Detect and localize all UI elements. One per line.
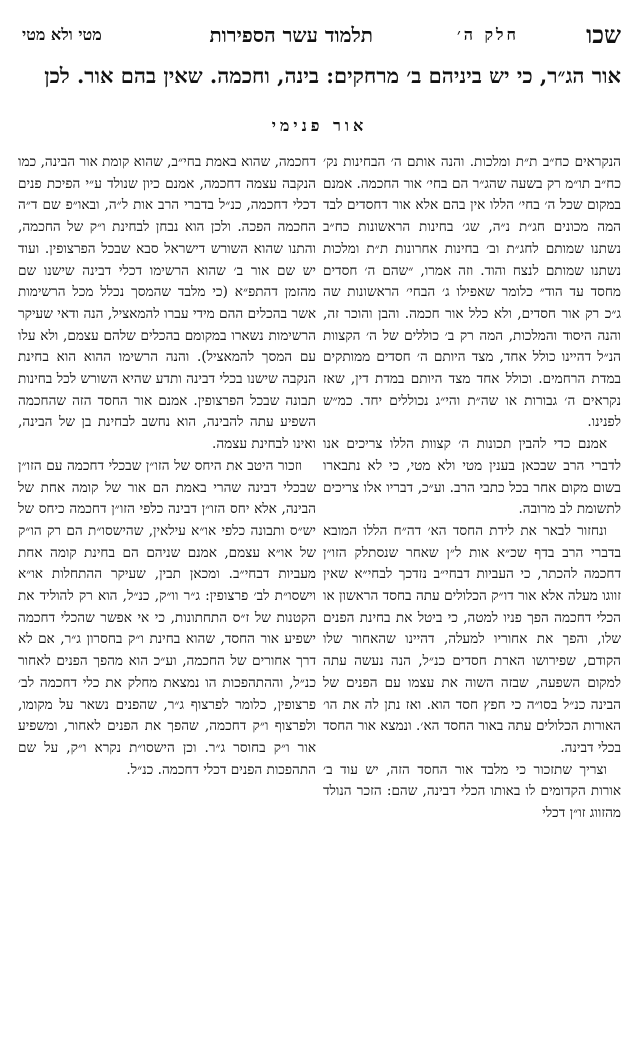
page-number: שכו bbox=[586, 20, 621, 49]
headline: אור הג״ר, כי יש ביניהם ב׳ מרחקים: בינה, וחכמה. שאין בהם אור. לכן bbox=[44, 63, 621, 88]
left-column bbox=[18, 152, 316, 781]
paragraph: הנקראים כח״ב ת״ת ומלכות. והנה אותם ה׳ הבחינות נק׳ כח״ב תו״מ רק בשעה שהג״ר הם בחי׳ אור החכמה. אמנם במקום שכל ה׳ בחי׳ הללו אין בהם אלא אור דחסדים לבד המה מכונים חג״ת נ״ה, שג׳ בחינות הראשונות כח״ב נשתנו שמותם לחג״ת וב׳ בחינות אחרונות ת״ת ומלכות נשתנו שמותם לנצח והוד. וזה אמרו, ״שהם ה׳ חסדים מחסד עד הוד״ כלומר שאפילו ג׳ הבחי׳ הראשונות שה ג״כ רק אור חסדים, ולא כלל אור חכמה. והבן והוכר זה, והנה היסוד והמלכות, המה רק ב׳ כוללים של ה׳ הקצוות הנ״ל דהיינו כולל אחד, מצד היותם ה׳ חסדים ממותקים במדת הרחמים. וכולל אחד מצד היותם במדת דין, שאז נקראים ה׳ גבורות או שה״ת והי״ג נכוללים יחד. כמ״ש לפנינו. bbox=[323, 154, 621, 431]
paragraph: אמנם כדי להבין תכונות ה׳ קצוות הללו צריכים אנו לדברי הרב שבכאן בענין מטי ולא מטי, כי לא נתבארו בשום מקום אחר בכל כתבי הרב. וע״כ, דבריו אלו צריכים לתשומת לב מרובה. bbox=[323, 436, 621, 518]
section-label: מטי ולא מטי bbox=[22, 25, 102, 44]
subheading: אור פנימי bbox=[271, 116, 368, 135]
paragraph: ונחזור לבאר את לידת החסד הא׳ דה״ח הללו המובא בדברי הרב בדף שכ״א אות ל״ן שאחר שנסתלק הזו״ן דחכמה להכתר, כי העביות דבחי״ב נזדכך לבחי״א שאין זווגו מעלה אלא אור דו״ק הכלולים עתה בחסד הראשון או הכלי דחכמה הפך פניו למטה, כי ביטל את בחינת הפנים שלו, והפך את אחוריו למעלה, דהיינו שהאחור שלו הקודם, שפירושו הארת חסדים כנ״ל, הנה נעשה עתה למקום השפעה, שבזה השוה את עצמו עם הפנים של הבינה כנ״ל בסו״ה כי חפץ חסד הוא. ואז נתן לה את הו׳ האורות הכלולים עתה באור החסד הא׳. ונמצא אור החסד בכלי דבינה. bbox=[323, 522, 621, 756]
paragraph: דחכמה, שהוא באמת בחי״ב, שהוא קומת אור הבינה, כמו הנקבה עצמה דחכמה, אמנם כיון שנולד ע״י הפיכת פנים דכלי דחכמה, כנ״ל בדברי הרב אות ל״ה, ובאו״פ שם ד״ה החכמה הפכה. ולכן הוא נבחן לבחינת ו״ק של החכמה, והתנו שהוא השורש דישראל סבא שבכל הפרצופין. ועוד יש שם אור ב׳ שהוא הרשימו דכלי דבינה שישנו שם מהזמן דהתפ״א (כי מלבד שהמסך נכלל מכל הרשימות אשר בהכלים ההם מידי עברו להמאציל, הנה ודאי שעיקר הרשימות נשארו במקומם בהכלים שלהם עצמם, ולא עלו עם המסך להמאציל). והנה הרשימו ההוא הוא בחינת הנקבה שישנו בכלי דבינה ותדע שהיא השורש לכל בחינות תבונה שבכל הפרצופין. אמנם אור החסד הזה שהחכמה השפיע עתה להבינה, הוא נחשב לבחינת בן של הבינה, ואינו לבחינת עצמה. bbox=[18, 154, 316, 453]
part-label: חלק ה׳ bbox=[457, 25, 519, 44]
right-column bbox=[323, 152, 621, 825]
book-title: תלמוד עשר הספירות bbox=[209, 23, 373, 47]
paragraph: וזכור היטב את היחס של הזו״ן שבכלי דחכמה עם הזו״ן שבכלי דבינה שהרי באמת הם אור של קומה אחת של הבינה, אלא יחס הזו״ן דבינה כלפי הזו״ן דחכמה כיחס של יש״ס ותבונה כלפי או״א עילאין, שהישסו״ת הם רק הו״ק של או״א עצמם, אמנם שניהם הם בחינת קומה אחת מעביות דבחי״ב. ומכאן תבין, שעיקר ההתחלות או״א וישסו״ת לב׳ פרצופין: ג״ר וו״ק, כנ״ל, הוא רק להוליד את הקטנות של ז״ס התחתונות, כי אי אפשר שהכלי דחכמה ישפיע אור החסד, שהוא בחינת ו״ק בחסרון ג״ר, אם לא דרך אחורים של החכמה, וע״כ הוא מהפך הפנים לאחור כנ״ל, וההתהפכות הו נמצאת מחלק את כלי דחכמה לב׳ פרצופין, כלומר לפרצוף ג״ר, שהפנים נשאר על מקומו, ולפרצוף ו״ק דחכמה, שהפך את הפנים לאחור, ומשפיע אור ו״ק בחוסר ג״ר. וכן הישסו״ת נקרא ו״ק, על שם התהפכות הפנים דכלי דחכמה. כנ״ל. bbox=[18, 457, 316, 778]
paragraph: וצריך שתזכור כי מלבד אור החסד הזה, יש עוד ב׳ אורות הקדומים לו באותו הכלי דבינה, שהם: הזכר הנולד מהזווג זו״ן דכלי bbox=[323, 761, 621, 822]
running-header bbox=[22, 22, 621, 48]
